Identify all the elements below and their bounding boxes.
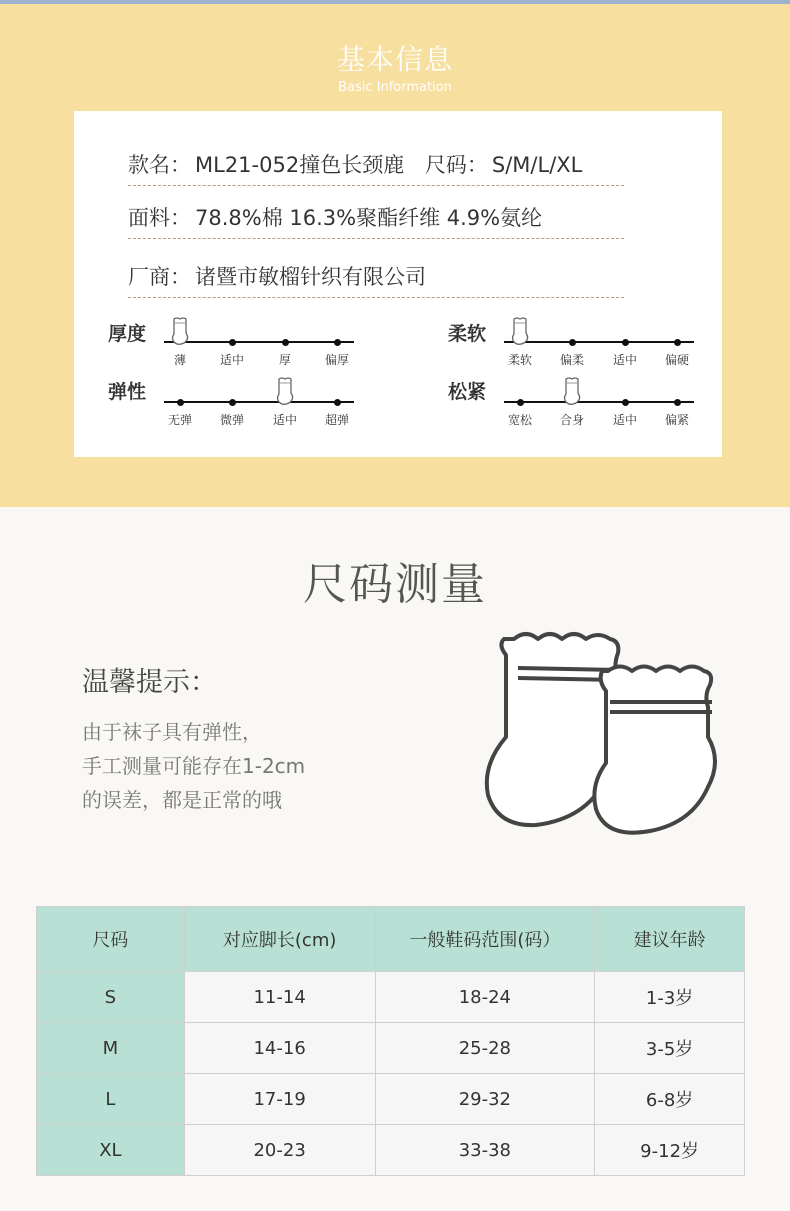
scale-tick-label: 柔软 xyxy=(507,353,532,367)
size-table xyxy=(36,906,745,1176)
table-row xyxy=(37,972,745,1023)
socks-illustration-icon xyxy=(470,625,730,860)
scale-softness xyxy=(448,307,708,367)
style-value: ML21-052撞色长颈鹿 xyxy=(195,153,405,177)
scale-dot xyxy=(674,399,681,406)
table-row xyxy=(37,1074,745,1125)
scale-dot xyxy=(229,399,236,406)
scale-dot xyxy=(517,399,524,406)
scale-tick-label: 偏紧 xyxy=(664,413,689,427)
maker-row xyxy=(128,261,624,298)
scale-line xyxy=(504,341,694,343)
foot-length-cell: 17-19 xyxy=(184,1074,375,1125)
shoe-size-cell: 25-28 xyxy=(375,1023,595,1074)
sock-marker-icon xyxy=(510,317,530,345)
scale-dot xyxy=(334,339,341,346)
scale-dot xyxy=(674,339,681,346)
scale-tick-label: 厚 xyxy=(278,353,291,367)
fabric-row xyxy=(128,202,624,239)
size-cell: L xyxy=(37,1074,185,1125)
shoe-size-cell: 18-24 xyxy=(375,972,595,1023)
scale-tick-label: 薄 xyxy=(173,353,186,367)
scale-label: 厚度 xyxy=(108,323,147,345)
scale-tick-label: 适中 xyxy=(219,353,244,367)
table-row xyxy=(37,1125,745,1176)
scale-dot xyxy=(622,339,629,346)
header-cell: 对应脚长(cm) xyxy=(184,907,375,972)
fabric-label: 面料： xyxy=(128,206,191,230)
fabric-value: 78.8%棉 16.3%聚酯纤维 4.9%氨纶 xyxy=(195,206,543,230)
shoe-size-cell: 33-38 xyxy=(375,1125,595,1176)
scale-tick-label: 宽松 xyxy=(507,413,532,427)
table-row xyxy=(37,1023,745,1074)
measure-title: 尺码测量 xyxy=(303,559,487,610)
tip-line-2: 手工测量可能存在1-2cm xyxy=(82,754,306,778)
tip-line-1: 由于袜子具有弹性， xyxy=(82,720,262,744)
shoe-size-cell: 29-32 xyxy=(375,1074,595,1125)
scale-dot xyxy=(334,399,341,406)
section-subtitle: Basic Information xyxy=(338,80,452,95)
size-cell: XL xyxy=(37,1125,185,1176)
scale-tick-label: 适中 xyxy=(612,353,637,367)
scale-tick-label: 适中 xyxy=(272,413,297,427)
size-cell: M xyxy=(37,1023,185,1074)
scale-tick-label: 超弹 xyxy=(324,413,349,427)
size-label: 尺码： xyxy=(424,153,488,177)
size-value: S/M/L/XL xyxy=(491,153,583,177)
scale-line xyxy=(164,341,354,343)
table-header-row xyxy=(37,907,745,972)
tip-title: 温馨提示： xyxy=(82,667,217,698)
maker-label: 厂商： xyxy=(128,265,191,289)
basic-info-section xyxy=(0,4,790,507)
scale-tick-label: 微弹 xyxy=(219,413,244,427)
scale-elasticity xyxy=(108,367,368,427)
header-cell: 尺码 xyxy=(37,907,185,972)
style-label: 款名： xyxy=(128,153,191,177)
age-cell: 6-8岁 xyxy=(595,1074,745,1125)
scale-tick-label: 无弹 xyxy=(167,413,192,427)
scale-label: 柔软 xyxy=(448,323,487,345)
header-cell: 建议年龄 xyxy=(595,907,745,972)
scale-tick-label: 偏硬 xyxy=(664,353,689,367)
scale-tick-label: 偏柔 xyxy=(559,353,584,367)
size-cell: S xyxy=(37,972,185,1023)
scale-tick-label: 偏厚 xyxy=(324,353,349,367)
scale-tightness xyxy=(448,367,708,427)
age-cell: 9-12岁 xyxy=(595,1125,745,1176)
scale-tick-label: 合身 xyxy=(559,413,584,427)
scale-dot xyxy=(569,339,576,346)
section-title: 基本信息 xyxy=(336,43,453,76)
foot-length-cell: 20-23 xyxy=(184,1125,375,1176)
foot-length-cell: 14-16 xyxy=(184,1023,375,1074)
scale-tick-label: 适中 xyxy=(612,413,637,427)
style-size-row xyxy=(128,149,624,186)
header-cell: 一般鞋码范围(码） xyxy=(375,907,595,972)
scale-line xyxy=(164,401,354,403)
foot-length-cell: 11-14 xyxy=(184,972,375,1023)
sock-marker-icon xyxy=(275,377,295,405)
scale-label: 松紧 xyxy=(448,381,487,403)
scale-thickness xyxy=(108,307,368,367)
scale-dot xyxy=(622,399,629,406)
age-cell: 1-3岁 xyxy=(595,972,745,1023)
scale-line xyxy=(504,401,694,403)
tip-line-3: 的误差，都是正常的哦 xyxy=(82,788,282,812)
maker-value: 诸暨市敏榴针织有限公司 xyxy=(195,265,426,289)
scale-dot xyxy=(229,339,236,346)
scale-dot xyxy=(282,339,289,346)
sock-marker-icon xyxy=(562,377,582,405)
age-cell: 3-5岁 xyxy=(595,1023,745,1074)
info-card xyxy=(74,111,722,457)
sock-marker-icon xyxy=(170,317,190,345)
scale-dot xyxy=(177,399,184,406)
scale-label: 弹性 xyxy=(108,381,147,403)
